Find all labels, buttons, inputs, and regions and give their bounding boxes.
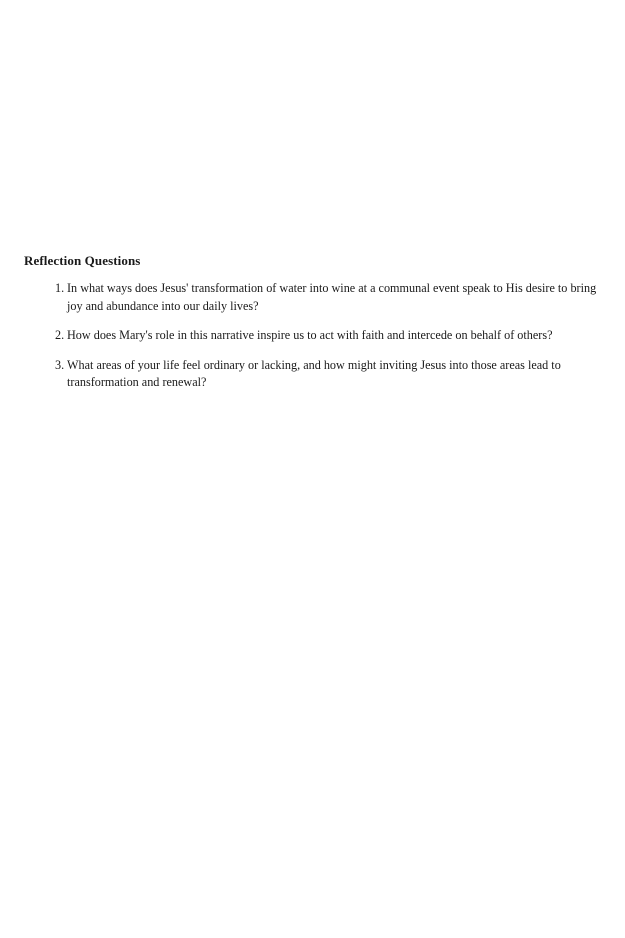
question-text: How does Mary's role in this narrative inspire us to act with faith and intercede on behalf of others? — [67, 328, 553, 342]
question-number: 2. — [55, 328, 65, 342]
question-item — [55, 280, 606, 315]
question-list — [24, 280, 606, 392]
question-item — [55, 327, 606, 345]
section-heading: Reflection Questions — [24, 253, 141, 268]
question-number: 1. — [55, 281, 65, 295]
reflection-section — [24, 252, 606, 404]
question-number: 3. — [55, 357, 65, 372]
question-text: What areas of your life feel ordinary or lacking, and how might inviting Jesus into those areas lead to transformation and renewal? — [67, 357, 561, 389]
question-text: In what ways does Jesus' transformation of water into wine at a communal event speak to His desire to bring joy and abundance into our daily lives? — [67, 281, 597, 313]
question-item — [55, 357, 606, 392]
